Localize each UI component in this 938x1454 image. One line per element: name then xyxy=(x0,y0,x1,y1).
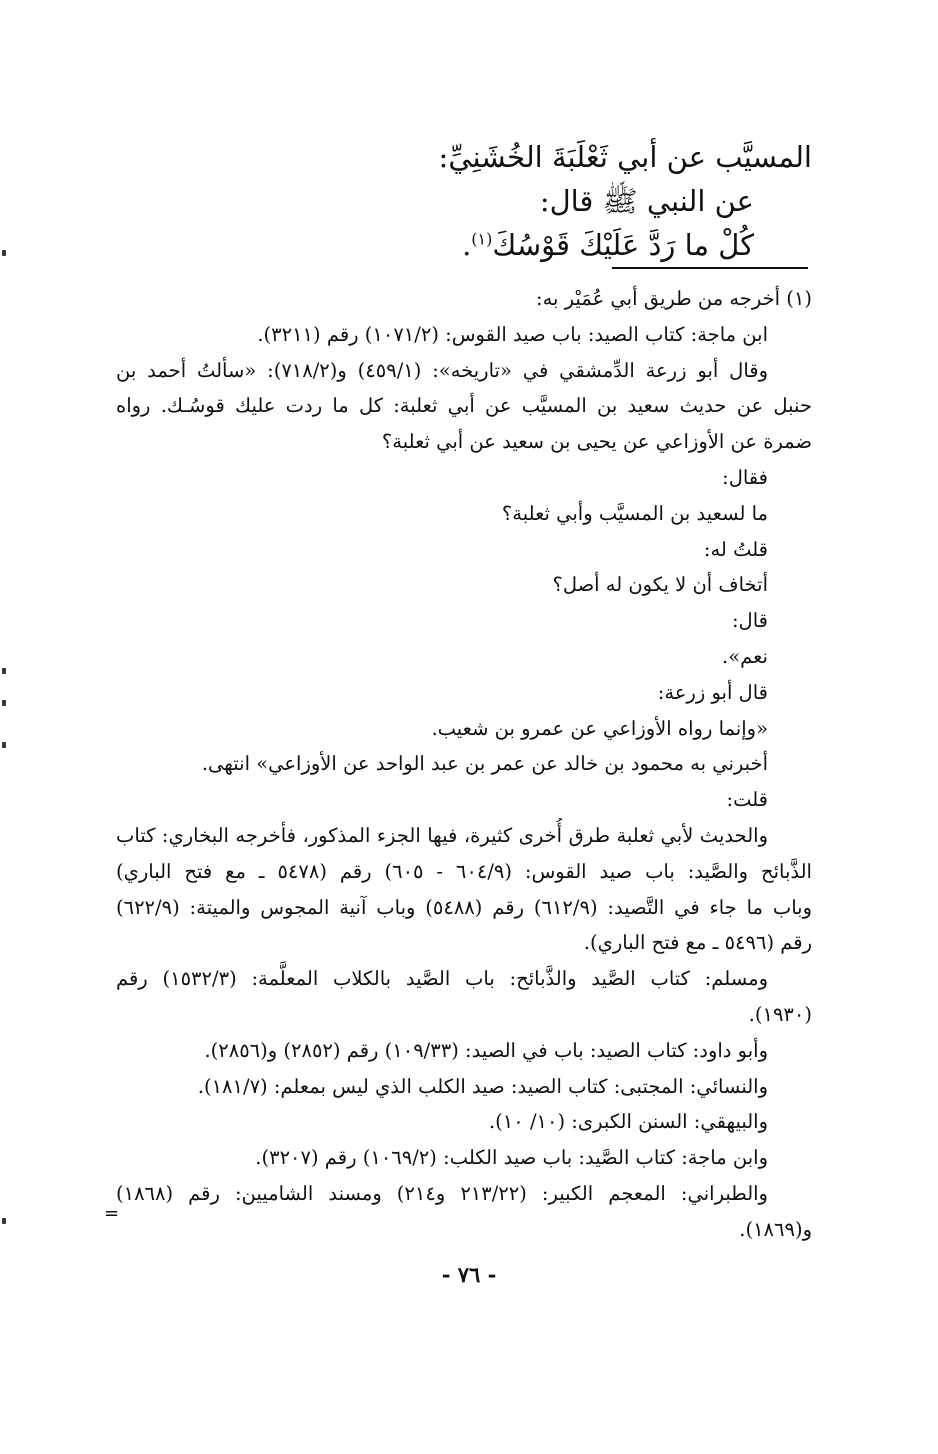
scan-margin-speck xyxy=(2,700,6,706)
footnotes xyxy=(116,281,812,1248)
matn-intro-line: عن النبي ﷺ قال: xyxy=(539,184,754,218)
continuation-mark: = xyxy=(104,1203,120,1224)
footnote-line: ما لسعيد بن المسيَّب وأبي ثعلبة؟ xyxy=(501,501,768,525)
page-number: - ٧٦ - xyxy=(441,1262,497,1287)
scan-margin-speck xyxy=(2,1218,6,1224)
scan-margin-speck xyxy=(2,668,6,674)
footnote-line: وقال أبو زرعة الدِّمشقي في «تاريخه»: (٤٥٩/١) و(٧١٨/٢): «سألتُ أحمد بن xyxy=(116,358,768,382)
footnote-line: ومسلم: كتاب الصَّيد والذَّبائح: باب الصَّيد بالكلاب المعلَّمة: (١٥٣٢/٣) رقم xyxy=(116,967,768,991)
footnote-line: وباب ما جاء في التَّصيد: (٦١٢/٩) رقم (٥٤٨٨) وباب آنية المجوس والميتة: (٦٢٢/٩) xyxy=(116,895,812,919)
footnote-line: قال أبو زرعة: xyxy=(657,680,768,704)
matn-text: كُلْ ما رَدَّ عَلَيْكَ قَوْسُكَ xyxy=(492,228,754,262)
footnote-separator xyxy=(612,267,808,269)
footnote-line: والبيهقي: السنن الكبرى: (١٠/ ١٠). xyxy=(488,1110,768,1134)
matn-period: . xyxy=(462,228,472,262)
footnote-line: الذَّبائح والصَّيد: باب صيد القوس: (٦٠٤/٩ - ٦٠٥) رقم (٥٤٧٨ ـ مع فتح الباري) xyxy=(116,859,812,883)
footnote-line: (١) أخرجه من طريق أبي عُمَيْر به: xyxy=(536,287,812,310)
scan-margin-speck xyxy=(2,250,6,256)
footnote-line: أخبرني به محمود بن خالد عن عمر بن عبد الواحد عن الأوزاعي» انتهى. xyxy=(201,752,768,776)
hadith-text xyxy=(200,135,812,267)
footnote-line: «وإنما رواه الأوزاعي عن عمرو بن شعيب. xyxy=(431,716,768,740)
footnote-line: و(١٨٦٩). xyxy=(739,1217,812,1241)
footnote-line: والنسائي: المجتبى: كتاب الصيد: صيد الكلب الذي ليس بمعلم: (١٨١/٧). xyxy=(197,1074,768,1098)
matn-line xyxy=(200,223,812,267)
footnote-line: (١٩٣٠). xyxy=(748,1002,812,1026)
footnote-line: أتخاف أن لا يكون له أصل؟ xyxy=(552,573,768,597)
footnote-marker: (١) xyxy=(471,229,493,249)
isnad-line: المسيَّب عن أبي ثَعْلَبَةَ الخُشَنِيِّ: xyxy=(438,140,812,174)
footnote-line: والحديث لأبي ثعلبة طرق أُخرى كثيرة، فيها الجزء المذكور، فأخرجه البخاري: كتاب xyxy=(116,823,768,847)
footnote-line: حنبل عن حديث سعيد بن المسيَّب عن أبي ثعلبة: كل ما ردت عليك قوسُـك. رواه xyxy=(116,394,812,418)
footnote-line: فقال: xyxy=(722,465,768,489)
footnote-line: ابن ماجة: كتاب الصيد: باب صيد القوس: (١٠٧١/٢) رقم (٣٢١١). xyxy=(257,322,768,346)
footnote-line: قلت: xyxy=(726,788,768,812)
footnote-line: نعم». xyxy=(722,644,768,668)
footnote-line: قلتُ له: xyxy=(703,537,768,561)
footnote-line: رقم (٥٤٩٦ ـ مع فتح الباري). xyxy=(583,931,812,955)
footnote-line: وابن ماجة: كتاب الصَّيد: باب صيد الكلب: (١٠٦٩/٢) رقم (٣٢٠٧). xyxy=(255,1146,768,1170)
scan-margin-speck xyxy=(2,742,6,748)
footnote-line: قال: xyxy=(731,609,768,633)
footnote-line: وأبو داود: كتاب الصيد: باب في الصيد: (١٠٩/٣٣) رقم (٢٨٥٢) و(٢٨٥٦). xyxy=(204,1038,768,1062)
footnote-line: ضمرة عن الأوزاعي عن يحيى بن سعيد عن أبي ثعلبة؟ xyxy=(381,430,812,454)
footnote-line: والطبراني: المعجم الكبير: (٢١٣/٢٢ و٢١٤) ومسند الشاميين: رقم (١٨٦٨) xyxy=(116,1181,768,1205)
